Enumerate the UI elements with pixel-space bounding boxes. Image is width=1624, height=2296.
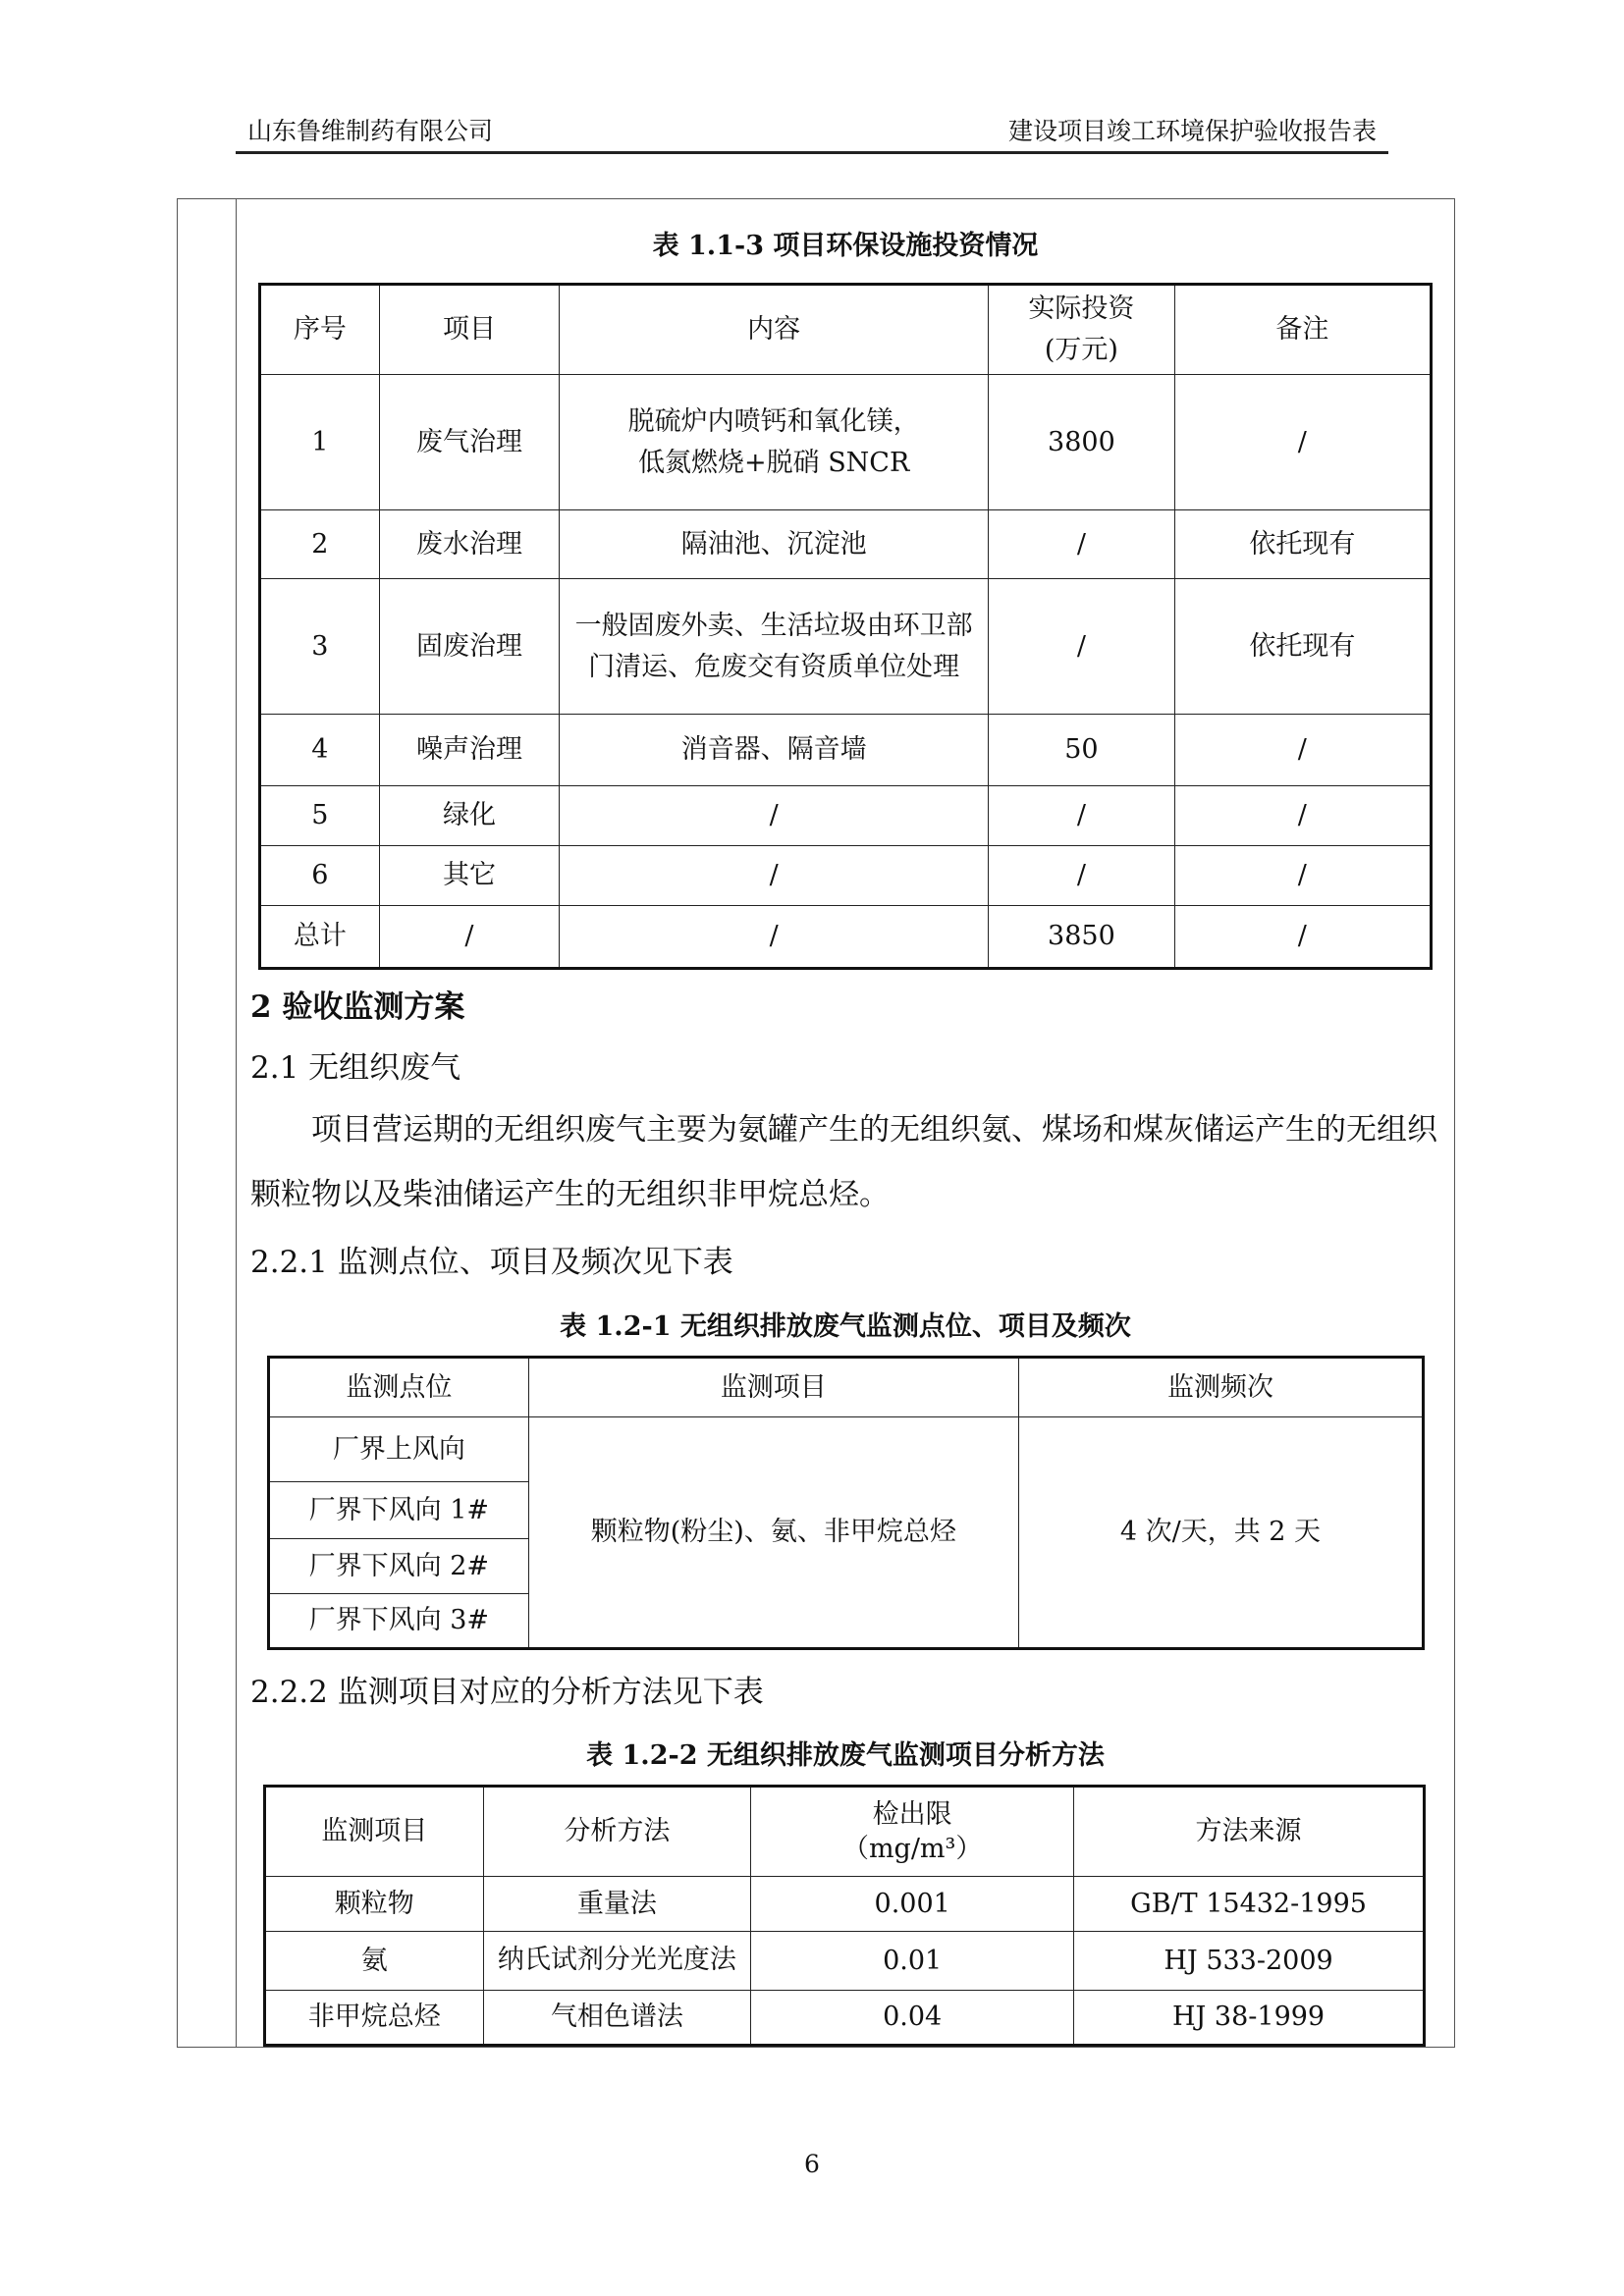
col-header-line: 实际投资 [1028,294,1135,325]
cell-line: 脱硫炉内喷钙和氧化镁， [627,405,920,437]
col-header: 监测点位 [269,1358,529,1417]
cell: 3850 [989,906,1175,969]
cell: 0.001 [751,1877,1074,1932]
cell: 6 [260,846,380,906]
cell: 总计 [260,906,380,969]
cell: / [1174,846,1431,906]
col-header [989,285,1175,375]
cell: / [989,846,1175,906]
cell: / [989,510,1175,579]
col-header: 监测频次 [1018,1358,1423,1417]
cell: 2 [260,510,380,579]
cell: 颗粒物 [265,1877,484,1932]
table-row [260,579,1432,715]
header-company: 山东鲁维制药有限公司 [247,117,494,145]
table-row [260,846,1432,906]
subsection-heading: 2.2.2 监测项目对应的分析方法见下表 [250,1675,764,1710]
table1-caption: 表 1.1-3 项目环保设施投资情况 [652,231,1039,261]
col-header: 序号 [260,285,380,375]
table-row [260,906,1432,969]
cell: / [560,906,989,969]
cell: 5 [260,786,380,846]
cell: 3800 [989,375,1175,510]
cell: 1 [260,375,380,510]
col-header: 内容 [560,285,989,375]
col-header: 项目 [379,285,560,375]
analysis-methods-table [263,1785,1426,2047]
cell: HJ 533-2009 [1074,1932,1425,1991]
cell: / [1174,786,1431,846]
table-row [260,510,1432,579]
table-header-row [265,1787,1425,1877]
cell: 非甲烷总烃 [265,1991,484,2046]
cell-line: 一般固废外卖、生活垃圾由环卫部 [574,610,973,641]
table-row [265,1991,1425,2046]
cell: 固废治理 [379,579,560,715]
section-heading: 2 验收监测方案 [250,989,465,1025]
table-row [269,1417,1424,1482]
body-paragraph: 项目营运期的无组织废气主要为氨罐产生的无组织氨、煤场和煤灰储运产生的无组织颗粒物以及柴油储运产生的无组织非甲烷总烃。 [250,1112,1437,1212]
cell: 依托现有 [1174,510,1431,579]
cell: 依托现有 [1174,579,1431,715]
table-row [260,375,1432,510]
cell: 颗粒物(粉尘)、氨、非甲烷总烃 [528,1417,1018,1649]
cell: / [1174,375,1431,510]
cell: 纳氏试剂分光光度法 [483,1932,751,1991]
investment-table [258,283,1433,970]
header-rule [236,151,1388,154]
cell: 消音器、隔音墙 [560,715,989,786]
cell: 0.04 [751,1991,1074,2046]
cell: / [560,846,989,906]
cell: 隔油池、沉淀池 [560,510,989,579]
cell: GB/T 15432-1995 [1074,1877,1425,1932]
table-row [260,715,1432,786]
cell: / [560,786,989,846]
table-row [265,1932,1425,1991]
cell [560,579,989,715]
cell: / [379,906,560,969]
cell: 厂界下风向 2# [269,1539,529,1594]
cell: 其它 [379,846,560,906]
subsection-heading: 2.2.1 监测点位、项目及频次见下表 [250,1245,733,1280]
col-header: 方法来源 [1074,1787,1425,1877]
col-header-line: （mg/m³） [841,1834,983,1864]
cell-line: 门清运、危废交有资质单位处理 [588,651,960,682]
table2-caption: 表 1.2-1 无组织排放废气监测点位、项目及频次 [560,1311,1131,1342]
cell: 噪声治理 [379,715,560,786]
cell: 气相色谱法 [483,1991,751,2046]
cell: 厂界上风向 [269,1417,529,1482]
cell: / [989,579,1175,715]
col-header [751,1787,1074,1877]
cell: / [1174,715,1431,786]
cell: 4 次/天，共 2 天 [1018,1417,1423,1649]
cell: 4 [260,715,380,786]
cell: 0.01 [751,1932,1074,1991]
cell: / [1174,906,1431,969]
cell: 厂界下风向 3# [269,1594,529,1649]
cell: 废水治理 [379,510,560,579]
cell-line: 低氮燃烧+脱硝 SNCR [637,447,910,478]
col-header: 监测项目 [265,1787,484,1877]
cell: 绿化 [379,786,560,846]
cell: / [989,786,1175,846]
col-header-line: 检出限 [872,1798,952,1830]
cell: HJ 38-1999 [1074,1991,1425,2046]
subsection-heading: 2.1 无组织废气 [250,1050,461,1086]
monitoring-points-table [267,1356,1425,1650]
table-header-row [260,285,1432,375]
col-header: 备注 [1174,285,1431,375]
col-header-line: (万元) [1044,335,1118,365]
page-number: 6 [804,2150,820,2178]
cell: 3 [260,579,380,715]
col-header: 监测项目 [528,1358,1018,1417]
table-row [265,1877,1425,1932]
cell: 50 [989,715,1175,786]
cell [560,375,989,510]
table-row [260,786,1432,846]
col-header: 分析方法 [483,1787,751,1877]
cell: 厂界下风向 1# [269,1482,529,1539]
header-doc-title: 建设项目竣工环境保护验收报告表 [1007,117,1377,145]
cell: 重量法 [483,1877,751,1932]
table3-caption: 表 1.2-2 无组织排放废气监测项目分析方法 [586,1740,1105,1771]
table-header-row [269,1358,1424,1417]
cell: 废气治理 [379,375,560,510]
cell: 氨 [265,1932,484,1991]
